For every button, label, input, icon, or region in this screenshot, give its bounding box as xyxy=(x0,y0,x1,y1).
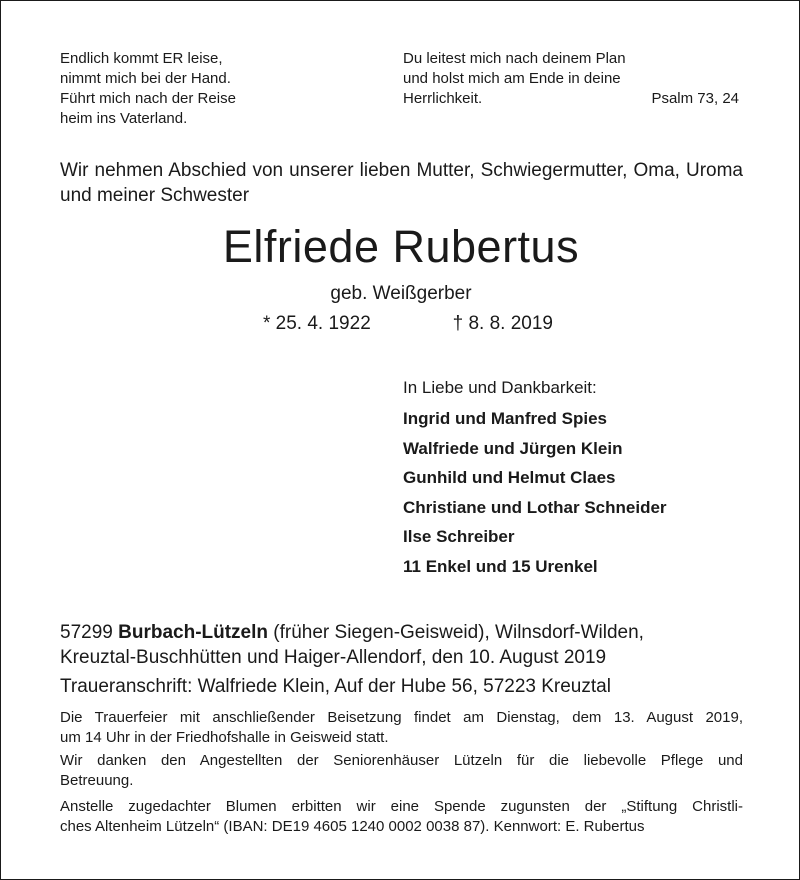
verse-left xyxy=(60,49,360,129)
deceased-name: Elfriede Rubertus xyxy=(222,221,580,272)
verse-line: nimmt mich bei der Hand. xyxy=(60,70,231,87)
notice-line: Betreuung. xyxy=(60,772,134,789)
notice-line: um 14 Uhr in der Friedhofshalle in Geisweid statt. xyxy=(60,729,389,746)
verse-line: Herrlichkeit. xyxy=(403,90,483,107)
verse-source: Psalm 73, 24 xyxy=(651,90,739,107)
mourner-name: Ilse Schreiber xyxy=(403,527,515,546)
town-name: Burbach-Lützeln xyxy=(118,622,269,643)
mourners-intro: In Liebe und Dankbarkeit: xyxy=(403,378,597,397)
mourner-name: Christiane und Lothar Schneider xyxy=(403,497,667,517)
postcode: 57299 xyxy=(60,622,113,643)
mourning-address: Traueranschrift: Walfriede Klein, Auf der Hube 56, 57223 Kreuztal xyxy=(60,676,611,697)
verse-line: heim ins Vaterland. xyxy=(60,110,188,127)
verse-line: Endlich kommt ER leise, xyxy=(60,50,223,67)
death-date: † 8. 8. 2019 xyxy=(452,313,553,334)
mourner-name: Gunhild und Helmut Claes xyxy=(403,468,616,487)
mourners-block xyxy=(403,376,743,581)
verse-line: Du leitest mich nach deinem Plan xyxy=(403,50,626,67)
notice-line: ches Altenheim Lützeln“ (IBAN: DE19 4605 1240 0002 0038 87). Kennwort: E. Rubertus xyxy=(60,818,645,835)
maiden-name: geb. Weißgerber xyxy=(330,283,472,304)
mourner-name: Ingrid und Manfred Spies xyxy=(403,409,608,428)
birth-date: * 25. 4. 1922 xyxy=(263,313,371,334)
verse-line: und holst mich am Ende in deine xyxy=(403,70,621,87)
notice-line: Wir danken den Angestellten der Seniorenhäuser Lützeln für die liebevolle Pflege und xyxy=(60,752,743,769)
place-and-date xyxy=(60,620,743,670)
verse-line: Führt mich nach der Reise xyxy=(60,90,236,107)
place-line-2: Kreuztal-Buschhütten und Haiger-Allendorf, den 10. August 2019 xyxy=(60,647,607,668)
mourner-name: 11 Enkel und 15 Urenkel xyxy=(403,556,598,576)
verse-right xyxy=(403,49,739,109)
notice-line: Die Trauerfeier mit anschließender Beisetzung findet am Dienstag, dem 13. August 2019, xyxy=(60,709,743,726)
mourner-name: Walfriede und Jürgen Klein xyxy=(403,438,623,458)
notice-line: Anstelle zugedachter Blumen erbitten wir eine Spende zugunsten der „Stiftung Christli- xyxy=(60,798,743,815)
intro-text: Wir nehmen Abschied von unserer lieben Mutter, Schwiegermutter, Oma, Uroma und meiner Schwester xyxy=(60,160,743,206)
verse-last-row xyxy=(403,89,739,109)
funeral-notice xyxy=(60,708,743,748)
life-dates xyxy=(263,312,553,336)
donation-notice xyxy=(60,797,743,837)
thanks-notice xyxy=(60,751,743,791)
place-rest: (früher Siegen-Geisweid), Wilnsdorf-Wilden, xyxy=(273,622,644,643)
